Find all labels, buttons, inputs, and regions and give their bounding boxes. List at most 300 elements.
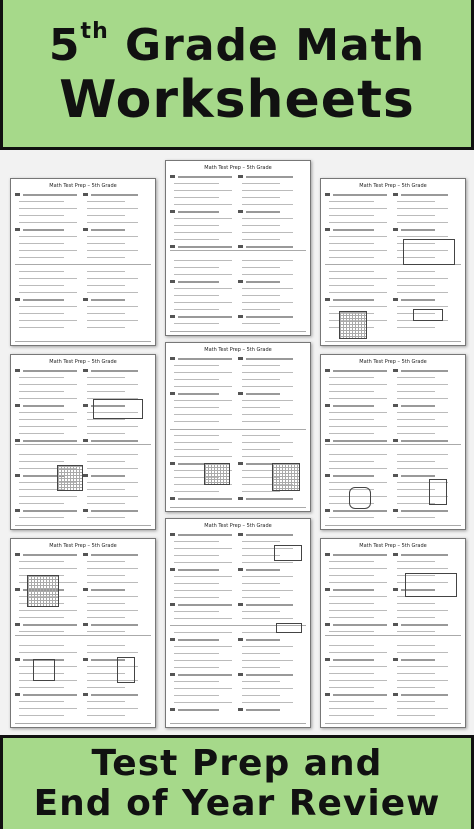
question-text-line: [87, 377, 125, 378]
question-number: [238, 603, 243, 606]
question-text-line: [242, 204, 293, 205]
question-number: [238, 568, 243, 571]
worksheet-page: [165, 518, 311, 728]
question-number: [325, 509, 330, 512]
question-text-line: [329, 433, 374, 434]
question-text-line: [329, 250, 387, 251]
question-text-line: [246, 639, 280, 641]
question-text-line: [242, 183, 280, 184]
question-text-line: [174, 204, 232, 205]
question-text-line: [174, 548, 232, 549]
question-text-line: [91, 589, 125, 591]
question-text-line: [397, 222, 448, 223]
question-text-line: [397, 468, 448, 469]
question-number: [393, 693, 398, 696]
question-text-line: [242, 232, 293, 233]
question-text-line: [19, 496, 77, 497]
question-text-line: [87, 687, 125, 688]
question-text-line: [242, 597, 280, 598]
question-number: [238, 210, 243, 213]
question-text-line: [87, 461, 125, 462]
question-text-line: [397, 701, 435, 702]
question-text-line: [242, 660, 293, 661]
triangle-figure: [429, 479, 447, 505]
question-text-line: [87, 257, 125, 258]
question-text-line: [174, 681, 219, 682]
question-text-line: [329, 398, 387, 399]
question-text-line: [242, 702, 293, 703]
question-text-line: [87, 215, 125, 216]
question-text-line: [87, 426, 138, 427]
question-text-line: [242, 695, 280, 696]
question-number: [83, 474, 88, 477]
question-text-line: [329, 391, 374, 392]
graph-figure: [339, 311, 367, 339]
question-text-line: [329, 468, 387, 469]
question-text-line: [329, 568, 387, 569]
question-number: [238, 497, 243, 500]
question-text-line: [87, 496, 138, 497]
question-number: [325, 623, 330, 626]
question-number: [170, 175, 175, 178]
worksheet-page: [320, 178, 466, 346]
question-text-line: [329, 680, 387, 681]
question-number: [15, 404, 20, 407]
question-text-line: [242, 365, 280, 366]
question-number: [325, 474, 330, 477]
question-text-line: [329, 517, 374, 518]
question-text-line: [397, 666, 448, 667]
question-text-line: [91, 510, 138, 512]
question-text-line: [333, 659, 374, 661]
question-text-line: [242, 323, 280, 324]
question-text-line: [87, 236, 138, 237]
worksheet-page: [165, 342, 311, 512]
question-text-line: [397, 384, 448, 385]
question-text-line: [397, 201, 435, 202]
worksheet-title: Math Test Prep – 5th Grade: [49, 359, 117, 365]
question-text-line: [19, 687, 64, 688]
question-text-line: [19, 292, 77, 293]
question-text-line: [329, 243, 374, 244]
question-text-line: [242, 274, 293, 275]
question-text-line: [174, 407, 219, 408]
question-text-line: [333, 229, 374, 231]
question-text-line: [19, 715, 64, 716]
question-number: [393, 439, 398, 442]
worksheet-footer-rule: [325, 723, 461, 724]
question-number: [170, 497, 175, 500]
question-number: [325, 553, 330, 556]
question-text-line: [242, 667, 280, 668]
question-text-line: [174, 435, 219, 436]
question-number: [15, 439, 20, 442]
section-divider: [170, 250, 306, 251]
question-text-line: [23, 510, 77, 512]
question-number: [170, 708, 175, 711]
question-text-line: [87, 610, 138, 611]
question-text-line: [87, 391, 125, 392]
question-text-line: [178, 604, 232, 606]
question-number: [238, 392, 243, 395]
question-text-line: [91, 229, 125, 231]
question-number: [15, 693, 20, 696]
question-text-line: [87, 568, 138, 569]
question-text-line: [23, 194, 77, 196]
question-text-line: [178, 211, 219, 213]
question-text-line: [87, 603, 125, 604]
worksheet-footer-rule: [15, 341, 151, 342]
question-text-line: [329, 582, 387, 583]
question-text-line: [87, 433, 125, 434]
question-number: [15, 369, 20, 372]
question-text-line: [397, 208, 448, 209]
question-number: [170, 673, 175, 676]
worksheet-title: Math Test Prep – 5th Grade: [359, 359, 427, 365]
answer-box-figure: [276, 623, 302, 633]
question-text-line: [19, 503, 64, 504]
question-text-line: [246, 281, 280, 283]
worksheet-page: [165, 160, 311, 336]
question-text-line: [19, 243, 64, 244]
question-text-line: [333, 475, 374, 477]
section-divider: [15, 635, 151, 636]
question-text-line: [174, 225, 219, 226]
section-divider: [15, 264, 151, 265]
question-area: [170, 173, 306, 327]
question-text-line: [397, 561, 435, 562]
question-text-line: [329, 715, 374, 716]
question-text-line: [397, 278, 448, 279]
question-text-line: [174, 611, 219, 612]
question-text-line: [19, 257, 64, 258]
question-text-line: [329, 561, 374, 562]
question-text-line: [242, 379, 280, 380]
question-text-line: [329, 236, 387, 237]
question-number: [83, 298, 88, 301]
question-text-line: [174, 379, 219, 380]
question-text-line: [87, 575, 125, 576]
question-text-line: [329, 306, 387, 307]
title-banner: [0, 0, 474, 150]
question-text-line: [174, 309, 219, 310]
question-text-line: [242, 442, 293, 443]
question-text-line: [174, 421, 219, 422]
question-text-line: [329, 645, 374, 646]
question-text-line: [87, 285, 125, 286]
question-text-line: [174, 653, 219, 654]
question-text-line: [397, 603, 435, 604]
question-text-line: [329, 631, 374, 632]
question-text-line: [242, 218, 293, 219]
question-text-line: [329, 617, 374, 618]
question-text-line: [397, 306, 448, 307]
question-area: [15, 367, 151, 521]
question-text-line: [19, 327, 64, 328]
question-number: [170, 462, 175, 465]
question-number: [238, 245, 243, 248]
worksheet-title: Math Test Prep – 5th Grade: [204, 165, 272, 171]
question-text-line: [19, 617, 64, 618]
question-number: [170, 245, 175, 248]
question-text-line: [19, 271, 64, 272]
question-text-line: [174, 197, 219, 198]
question-text-line: [329, 482, 387, 483]
question-text-line: [397, 292, 448, 293]
question-text-line: [178, 534, 232, 536]
section-divider: [170, 429, 306, 430]
question-text-line: [242, 295, 280, 296]
question-number: [170, 280, 175, 283]
question-text-line: [242, 302, 293, 303]
question-text-line: [242, 681, 280, 682]
question-text-line: [19, 384, 77, 385]
question-number: [83, 623, 88, 626]
question-text-line: [19, 377, 64, 378]
question-number: [325, 369, 330, 372]
question-number: [170, 568, 175, 571]
question-text-line: [242, 653, 280, 654]
question-text-line: [174, 695, 219, 696]
question-text-line: [401, 510, 448, 512]
grid-figure: [57, 465, 83, 491]
question-text-line: [19, 645, 64, 646]
question-number: [15, 553, 20, 556]
question-text-line: [19, 517, 64, 518]
question-text-line: [174, 688, 232, 689]
section-divider: [15, 444, 151, 445]
question-text-line: [242, 541, 280, 542]
question-text-line: [329, 687, 374, 688]
question-text-line: [242, 576, 293, 577]
question-text-line: [329, 701, 374, 702]
question-text-line: [242, 618, 293, 619]
question-number: [393, 228, 398, 231]
question-text-line: [87, 715, 125, 716]
worksheet-title: Math Test Prep – 5th Grade: [359, 543, 427, 549]
question-text-line: [242, 590, 293, 591]
question-text-line: [246, 358, 293, 360]
question-text-line: [397, 680, 448, 681]
question-text-line: [397, 708, 448, 709]
question-text-line: [19, 398, 77, 399]
question-text-line: [333, 624, 387, 626]
question-text-line: [19, 201, 64, 202]
question-text-line: [333, 589, 374, 591]
question-number: [393, 658, 398, 661]
worksheet-page: [320, 538, 466, 728]
question-text-line: [397, 433, 435, 434]
question-text-line: [19, 426, 77, 427]
octagon-figure: [349, 487, 371, 509]
question-number: [238, 708, 243, 711]
question-text-line: [242, 260, 293, 261]
worksheet-page: [10, 178, 156, 346]
question-text-line: [401, 405, 435, 407]
question-text-line: [87, 582, 138, 583]
question-number: [393, 298, 398, 301]
question-area: [15, 191, 151, 337]
question-text-line: [242, 372, 293, 373]
question-text-line: [174, 597, 219, 598]
question-number: [238, 280, 243, 283]
question-text-line: [242, 386, 293, 387]
question-text-line: [329, 271, 374, 272]
question-number: [325, 439, 330, 442]
graph-figure: [272, 463, 300, 491]
question-text-line: [19, 278, 77, 279]
question-text-line: [397, 568, 448, 569]
question-text-line: [91, 475, 125, 477]
worksheet-footer-rule: [325, 341, 461, 342]
question-text-line: [19, 610, 77, 611]
question-text-line: [329, 454, 387, 455]
question-text-line: [242, 449, 280, 450]
question-text-line: [242, 225, 280, 226]
question-number: [170, 315, 175, 318]
question-text-line: [329, 666, 387, 667]
question-text-line: [87, 222, 138, 223]
question-text-line: [91, 440, 138, 442]
question-number: [170, 357, 175, 360]
question-text-line: [174, 218, 232, 219]
question-number: [83, 404, 88, 407]
question-text-line: [397, 391, 435, 392]
question-text-line: [333, 405, 374, 407]
worksheet-footer-rule: [170, 331, 306, 332]
question-number: [15, 298, 20, 301]
worksheet-footer-rule: [170, 507, 306, 508]
question-number: [393, 509, 398, 512]
question-number: [15, 509, 20, 512]
worksheet-title: Math Test Prep – 5th Grade: [49, 543, 117, 549]
question-number: [83, 658, 88, 661]
question-text-line: [397, 631, 435, 632]
question-text-line: [242, 421, 280, 422]
question-text-line: [242, 190, 293, 191]
question-text-line: [174, 295, 219, 296]
question-number: [83, 228, 88, 231]
question-text-line: [174, 590, 232, 591]
box-figure: [274, 545, 302, 561]
question-text-line: [19, 222, 77, 223]
question-text-line: [401, 229, 435, 231]
question-text-line: [178, 246, 232, 248]
question-text-line: [178, 281, 219, 283]
section-divider: [325, 444, 461, 445]
question-number: [325, 298, 330, 301]
question-text-line: [329, 292, 387, 293]
worksheet-page: [10, 538, 156, 728]
question-text-line: [246, 709, 280, 711]
question-number: [83, 588, 88, 591]
question-number: [83, 439, 88, 442]
question-text-line: [397, 673, 435, 674]
question-text-line: [329, 384, 387, 385]
question-text-line: [91, 194, 138, 196]
question-text-line: [329, 222, 387, 223]
question-text-line: [401, 194, 448, 196]
question-text-line: [397, 398, 448, 399]
question-number: [238, 638, 243, 641]
question-text-line: [178, 569, 219, 571]
question-text-line: [242, 267, 280, 268]
question-number: [393, 193, 398, 196]
question-text-line: [19, 215, 64, 216]
question-text-line: [19, 631, 64, 632]
question-text-line: [87, 489, 125, 490]
question-text-line: [87, 384, 138, 385]
question-number: [393, 404, 398, 407]
question-text-line: [242, 646, 293, 647]
question-text-line: [242, 456, 293, 457]
question-text-line: [401, 624, 448, 626]
question-text-line: [333, 194, 387, 196]
question-number: [83, 369, 88, 372]
question-text-line: [329, 215, 374, 216]
question-number: [325, 193, 330, 196]
question-text-line: [23, 299, 64, 301]
question-text-line: [174, 414, 232, 415]
question-text-line: [87, 631, 125, 632]
question-text-line: [246, 604, 293, 606]
worksheet-footer-rule: [325, 525, 461, 526]
worksheet-page: [10, 354, 156, 530]
question-number: [325, 658, 330, 661]
question-text-line: [401, 659, 435, 661]
table-figure: [93, 399, 143, 419]
question-text-line: [242, 239, 280, 240]
question-text-line: [178, 393, 219, 395]
question-text-line: [246, 498, 293, 500]
question-text-line: [397, 517, 435, 518]
question-text-line: [87, 561, 125, 562]
question-text-line: [242, 435, 280, 436]
question-text-line: [91, 694, 138, 696]
question-text-line: [174, 260, 232, 261]
question-text-line: [329, 596, 387, 597]
question-text-line: [242, 562, 293, 563]
question-text-line: [91, 370, 138, 372]
question-text-line: [87, 271, 125, 272]
question-text-line: [174, 449, 219, 450]
question-text-line: [329, 426, 387, 427]
question-text-line: [401, 554, 448, 556]
question-text-line: [333, 299, 374, 301]
question-text-line: [329, 201, 374, 202]
question-text-line: [242, 400, 293, 401]
question-text-line: [91, 624, 138, 626]
subtitle-banner: [0, 735, 474, 829]
question-text-line: [174, 372, 232, 373]
question-text-line: [329, 257, 374, 258]
question-number: [238, 462, 243, 465]
question-text-line: [329, 603, 374, 604]
question-text-line: [242, 309, 280, 310]
question-text-line: [174, 541, 219, 542]
question-text-line: [174, 239, 219, 240]
question-text-line: [174, 618, 232, 619]
question-text-line: [23, 440, 77, 442]
question-text-line: [178, 316, 232, 318]
question-text-line: [87, 278, 138, 279]
cube-figure: [33, 659, 55, 681]
question-text-line: [174, 365, 219, 366]
question-text-line: [87, 292, 138, 293]
question-text-line: [174, 555, 219, 556]
question-text-line: [401, 694, 448, 696]
question-number: [170, 603, 175, 606]
